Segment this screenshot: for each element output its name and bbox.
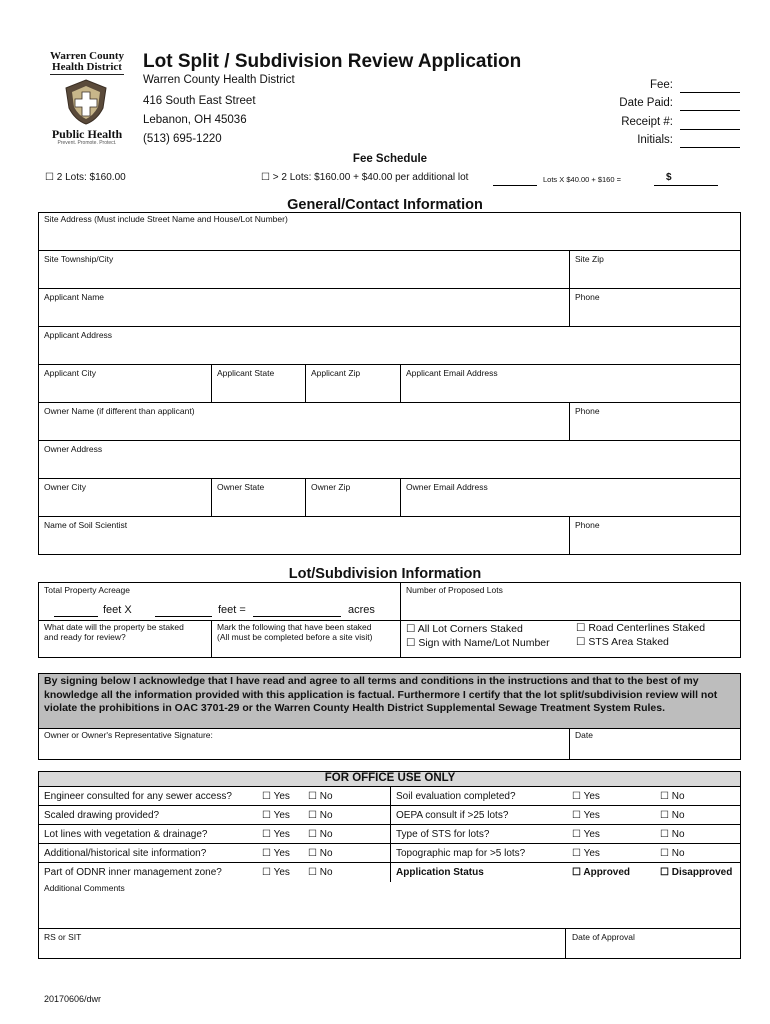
page-title: Lot Split / Subdivision Review Application (143, 51, 522, 72)
q-historical-yes[interactable]: ☐ Yes (262, 848, 290, 859)
fee-calc-label: Lots X $40.00 + $160 = (543, 175, 621, 184)
row-divider (38, 402, 741, 403)
agreement-text: By signing below I acknowledge that I have read and agree to all terms and conditions in the instructions and that to the best of my knowledge all the information provided with this application is factual. Furthermore I certify that the lot split/subdivision review will not violate the prohibitions in OAC 3701-29 or the Warren County Health District Supplemental Sewage Treatment System Rules. (44, 675, 718, 714)
num-lots-field[interactable]: Number of Proposed Lots (406, 585, 503, 595)
q-topographic-yes[interactable]: ☐ Yes (572, 848, 600, 859)
row-divider (38, 620, 741, 621)
additional-comments-field[interactable]: Additional Comments (44, 883, 125, 893)
row-divider (38, 326, 741, 327)
checkbox-sign[interactable]: ☐ Sign with Name/Lot Number (406, 637, 550, 649)
general-table (38, 212, 741, 555)
row-divider (38, 478, 741, 479)
logo-org-line2: Health District (52, 61, 122, 73)
lot-section-title: Lot/Subdivision Information (288, 566, 482, 582)
date-of-approval-field[interactable]: Date of Approval (572, 932, 635, 942)
q-soil-yes[interactable]: ☐ Yes (572, 791, 600, 802)
soil-scientist-field[interactable]: Name of Soil Scientist (44, 520, 128, 530)
feet-x-label: feet X (103, 604, 132, 616)
shield-icon (63, 78, 109, 126)
col-divider (211, 478, 212, 516)
initials-label: Initials: (637, 134, 673, 146)
lots-count-field[interactable] (493, 185, 537, 186)
checkbox-sts-area[interactable]: ☐ STS Area Staked (576, 636, 669, 648)
general-section-title: General/Contact Information (287, 197, 483, 213)
col-divider (569, 250, 570, 288)
signature-date-field[interactable]: Date (575, 730, 593, 740)
q-oepa-no[interactable]: ☐ No (660, 810, 685, 821)
width-field[interactable] (155, 616, 212, 617)
site-address-field[interactable]: Site Address (Must include Street Name and House/Lot Number) (44, 214, 288, 224)
acres-label: acres (348, 604, 375, 616)
col-divider (211, 620, 212, 658)
length-field[interactable] (54, 616, 98, 617)
soil-scientist-phone-field[interactable]: Phone (575, 520, 600, 530)
rs-sit-field[interactable]: RS or SIT (44, 932, 82, 942)
row-divider (38, 250, 741, 251)
col-divider (211, 364, 212, 402)
row-divider (38, 364, 741, 365)
q-historical: Additional/historical site information? (44, 848, 207, 859)
fee-total-dollar: $ (666, 172, 672, 183)
checkbox-road-centerlines[interactable]: ☐ Road Centerlines Staked (576, 622, 706, 634)
site-township-field[interactable]: Site Township/City (44, 254, 114, 264)
q-engineer-yes[interactable]: ☐ Yes (262, 791, 290, 802)
q-lot-lines-no[interactable]: ☐ No (308, 829, 333, 840)
col-divider (400, 620, 401, 658)
applicant-phone-field[interactable]: Phone (575, 292, 600, 302)
address-line-4: (513) 695-1220 (143, 133, 222, 145)
q-topographic: Topographic map for >5 lots? (396, 848, 526, 859)
address-line-2: 416 South East Street (143, 95, 256, 107)
col-divider (400, 364, 401, 402)
q-historical-no[interactable]: ☐ No (308, 848, 333, 859)
feet-eq-label: feet = (218, 604, 246, 616)
row-divider (38, 516, 741, 517)
applicant-state-field[interactable]: Applicant State (217, 368, 275, 378)
col-divider (569, 728, 570, 760)
staked-question-1: What date will the property be staked (44, 622, 184, 632)
row-divider (38, 440, 741, 441)
q-lot-lines: Lot lines with vegetation & drainage? (44, 829, 208, 840)
mark-instruction-2: (All must be completed before a site visit) (217, 632, 373, 642)
status-approved[interactable]: ☐ Approved (572, 867, 631, 878)
staked-question-2: and ready for review? (44, 632, 126, 642)
signature-field[interactable]: Owner or Owner's Representative Signature: (44, 730, 213, 740)
acres-field[interactable] (253, 616, 341, 617)
receipt-field[interactable] (680, 117, 740, 130)
fee-option-2-lots[interactable]: ☐ 2 Lots: $160.00 (45, 172, 126, 183)
q-sts-type-yes[interactable]: ☐ Yes (572, 829, 600, 840)
fee-schedule-title: Fee Schedule (352, 153, 428, 165)
q-lot-lines-yes[interactable]: ☐ Yes (262, 829, 290, 840)
owner-email-field[interactable]: Owner Email Address (406, 482, 488, 492)
q-sts-type: Type of STS for lots? (396, 829, 490, 840)
receipt-label: Receipt #: (621, 116, 673, 128)
col-divider (400, 478, 401, 516)
owner-state-field[interactable]: Owner State (217, 482, 265, 492)
q-odnr: Part of ODNR inner management zone? (44, 867, 222, 878)
applicant-email-field[interactable]: Applicant Email Address (406, 368, 498, 378)
fee-field[interactable] (680, 80, 740, 93)
row-divider (38, 728, 741, 729)
row-divider (38, 288, 741, 289)
q-odnr-no[interactable]: ☐ No (308, 867, 333, 878)
col-divider (565, 928, 566, 959)
applicant-city-field[interactable]: Applicant City (44, 368, 96, 378)
owner-name-field[interactable]: Owner Name (if different than applicant) (44, 406, 195, 416)
application-status-label: Application Status (396, 867, 484, 878)
q-soil: Soil evaluation completed? (396, 791, 516, 802)
q-sts-type-no[interactable]: ☐ No (660, 829, 685, 840)
date-paid-field[interactable] (680, 98, 740, 111)
site-zip-field[interactable]: Site Zip (575, 254, 604, 264)
q-engineer: Engineer consulted for any sewer access? (44, 791, 232, 802)
status-disapproved[interactable]: ☐ Disapproved (660, 867, 733, 878)
q-drawing: Scaled drawing provided? (44, 810, 160, 821)
row-divider (38, 928, 741, 929)
address-line-1: Warren County Health District (143, 74, 295, 86)
logo-divider (50, 74, 124, 75)
q-oepa: OEPA consult if >25 lots? (396, 810, 509, 821)
address-line-3: Lebanon, OH 45036 (143, 114, 247, 126)
footer-code: 20170606/dwr (44, 994, 102, 1004)
owner-phone-field[interactable]: Phone (575, 406, 600, 416)
col-divider (400, 582, 401, 620)
col-divider (305, 364, 306, 402)
q-odnr-yes[interactable]: ☐ Yes (262, 867, 290, 878)
q-drawing-yes[interactable]: ☐ Yes (262, 810, 290, 821)
applicant-zip-field[interactable]: Applicant Zip (311, 368, 361, 378)
q-topographic-no[interactable]: ☐ No (660, 848, 685, 859)
col-divider (569, 402, 570, 440)
applicant-name-field[interactable]: Applicant Name (44, 292, 105, 302)
col-divider (390, 786, 391, 882)
checkbox-lot-corners[interactable]: ☐ All Lot Corners Staked (406, 623, 523, 635)
initials-field[interactable] (680, 135, 740, 148)
fee-label: Fee: (649, 79, 673, 91)
office-title: FOR OFFICE USE ONLY (324, 772, 456, 784)
fee-option-more-lots[interactable]: ☐ > 2 Lots: $160.00 + $40.00 per additional lot (261, 172, 469, 183)
q-drawing-no[interactable]: ☐ No (308, 810, 333, 821)
owner-city-field[interactable]: Owner City (44, 482, 87, 492)
col-divider (569, 288, 570, 326)
logo-brand: Public Health (51, 127, 123, 141)
q-engineer-no[interactable]: ☐ No (308, 791, 333, 802)
logo-tagline: Prevent. Promote. Protect. (57, 140, 117, 146)
acreage-label: Total Property Acreage (44, 585, 130, 595)
q-soil-no[interactable]: ☐ No (660, 791, 685, 802)
q-oepa-yes[interactable]: ☐ Yes (572, 810, 600, 821)
owner-zip-field[interactable]: Owner Zip (311, 482, 351, 492)
col-divider (569, 516, 570, 555)
mark-instruction-1: Mark the following that have been staked (217, 622, 372, 632)
logo-org-line1: Warren County (49, 50, 125, 62)
fee-total-field[interactable] (654, 185, 718, 186)
date-paid-label: Date Paid: (619, 97, 673, 109)
applicant-address-field[interactable]: Applicant Address (44, 330, 113, 340)
owner-address-field[interactable]: Owner Address (44, 444, 103, 454)
col-divider (305, 478, 306, 516)
